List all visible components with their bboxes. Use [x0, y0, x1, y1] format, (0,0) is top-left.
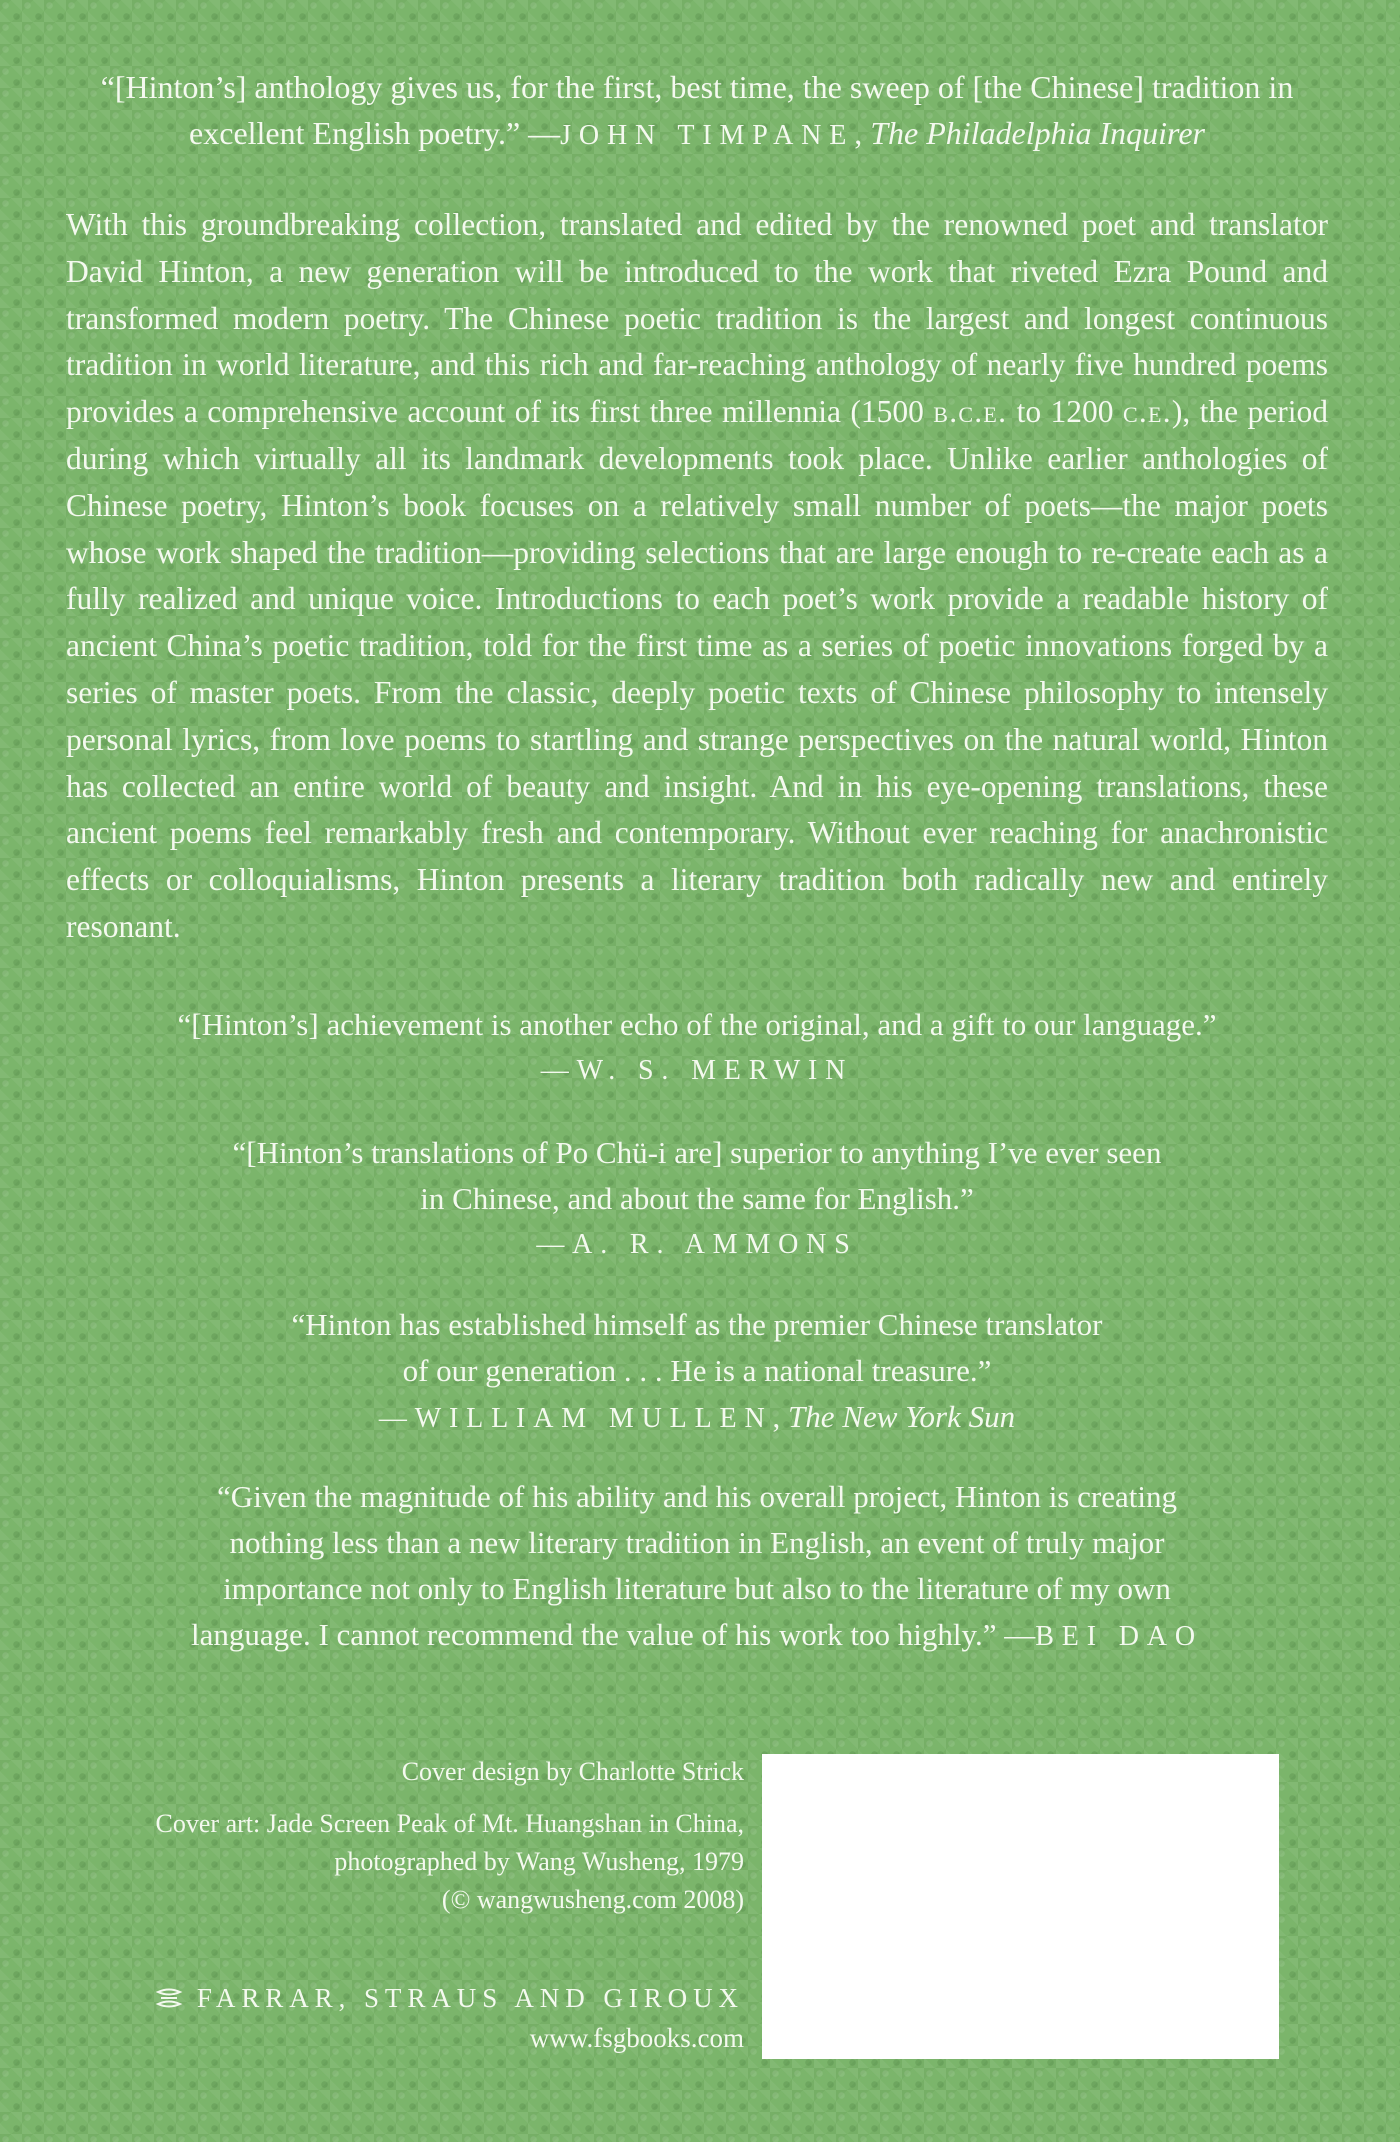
review-beidao-line2: nothing less than a new literary tradition in English, an event of truly major: [229, 1525, 1165, 1560]
description-part3: ), the period during which virtually all its landmark developments took place. Unlike earlier anthologies of Chinese poetry, Hinton’s book focuses on a relatively small number of poets—the major poets whose work shaped the tradition—providing selections that are large enough to re-create each as a fully realized and unique voice. Introductions to each poet’s work provide a readable history of ancient China’s poetic tradition, told for the first time as a series of poetic innovations forged by a series of master poets. From the classic, deeply poetic texts of Chinese philosophy to intensely personal lyrics, from love poems to startling and strange perspectives on the natural world, Hinton has collected an entire world of beauty and insight. And in his eye-opening translations, these ancient poems feel remarkably fresh and contemporary. Without ever reaching for anachronistic effects or colloquialisms, Hinton presents a literary tradition both radically new and entirely resonant.: [66, 394, 1328, 944]
top-quote-line1: “[Hinton’s] anthology gives us, for the first, best time, the sweep of [the Chinese] tradition in: [100, 69, 1294, 105]
review-mullen: [66, 1302, 1328, 1442]
description-part2: to 1200: [1007, 394, 1123, 430]
description-part1: With this groundbreaking collection, translated and edited by the renowned poet and translator David Hinton, a new generation will be introduced to the work that riveted Ezra Pound and transformed modern poetry. The Chinese poetic tradition is the largest and longest continuous tradition in world literature, and this rich and far-reaching anthology of nearly five hundred poems provides a comprehensive account of its first three millennia (1500: [66, 207, 1328, 430]
review-beidao-line4-text: language. I cannot recommend the value of his work too highly.” —: [191, 1617, 1036, 1652]
review-mullen-line2: of our generation . . . He is a national treasure.”: [402, 1353, 992, 1388]
publisher-block: [44, 1978, 744, 2058]
review-merwin-quote: “[Hinton’s] achievement is another echo of the original, and a gift to our language.”: [177, 1007, 1217, 1042]
review-merwin: [66, 1002, 1328, 1094]
review-mullen-source: The New York Sun: [788, 1399, 1016, 1434]
cover-credits: [44, 1753, 744, 1919]
review-ammons: [66, 1130, 1328, 1268]
top-quote-line2: excellent English poetry.” —JOHN TIMPANE, The Philadelphia Inquirer: [189, 115, 1205, 151]
review-beidao-line4: [66, 1612, 1328, 1660]
review-ammons-line1: “[Hinton’s translations of Po Chü-i are] superior to anything I’ve ever seen: [232, 1135, 1162, 1170]
review-beidao-line1: “Given the magnitude of his ability and his overall project, Hinton is creating: [217, 1479, 1177, 1514]
top-review-quote: [66, 64, 1328, 159]
publisher-name: FARRAR, STRAUS AND GIROUX: [196, 1983, 744, 2013]
review-beidao-line3: importance not only to English literature but also to the literature of my own: [223, 1571, 1171, 1606]
book-description: [66, 202, 1328, 951]
review-beidao-author: BEI DAO: [1035, 1621, 1203, 1652]
fsg-fish-logo-icon: [155, 1980, 183, 2002]
review-mullen-author: —WILLIAM MULLEN: [378, 1403, 773, 1434]
review-beidao: [66, 1474, 1328, 1660]
review-ammons-author: —A. R. AMMONS: [536, 1229, 858, 1260]
cover-art-credit-line1: Cover art: Jade Screen Peak of Mt. Huangshan in China,: [155, 1809, 744, 1838]
review-merwin-author: —W. S. MERWIN: [540, 1055, 854, 1086]
publisher-url[interactable]: www.fsgbooks.com: [529, 2023, 744, 2053]
review-mullen-line1: “Hinton has established himself as the premier Chinese translator: [291, 1307, 1103, 1342]
barcode-box: [762, 1754, 1279, 2059]
review-ammons-line2: in Chinese, and about the same for English.”: [420, 1181, 974, 1216]
cover-art-credit-line3: (© wangwusheng.com 2008): [441, 1885, 744, 1914]
cover-design-credit: Cover design by Charlotte Strick: [401, 1757, 744, 1786]
description-bce: b.c.e.: [933, 394, 1008, 430]
top-quote-author: JOHN TIMPANE: [560, 120, 855, 151]
publisher-line: [44, 1978, 744, 2018]
review-mullen-attribution: —WILLIAM MULLEN, The New York Sun: [378, 1399, 1016, 1434]
cover-art-credit-line2: photographed by Wang Wusheng, 1979: [334, 1847, 744, 1876]
description-ce: c.e.: [1122, 394, 1172, 430]
top-quote-text: excellent English poetry.” —: [189, 115, 561, 151]
top-quote-source: The Philadelphia Inquirer: [870, 115, 1205, 151]
